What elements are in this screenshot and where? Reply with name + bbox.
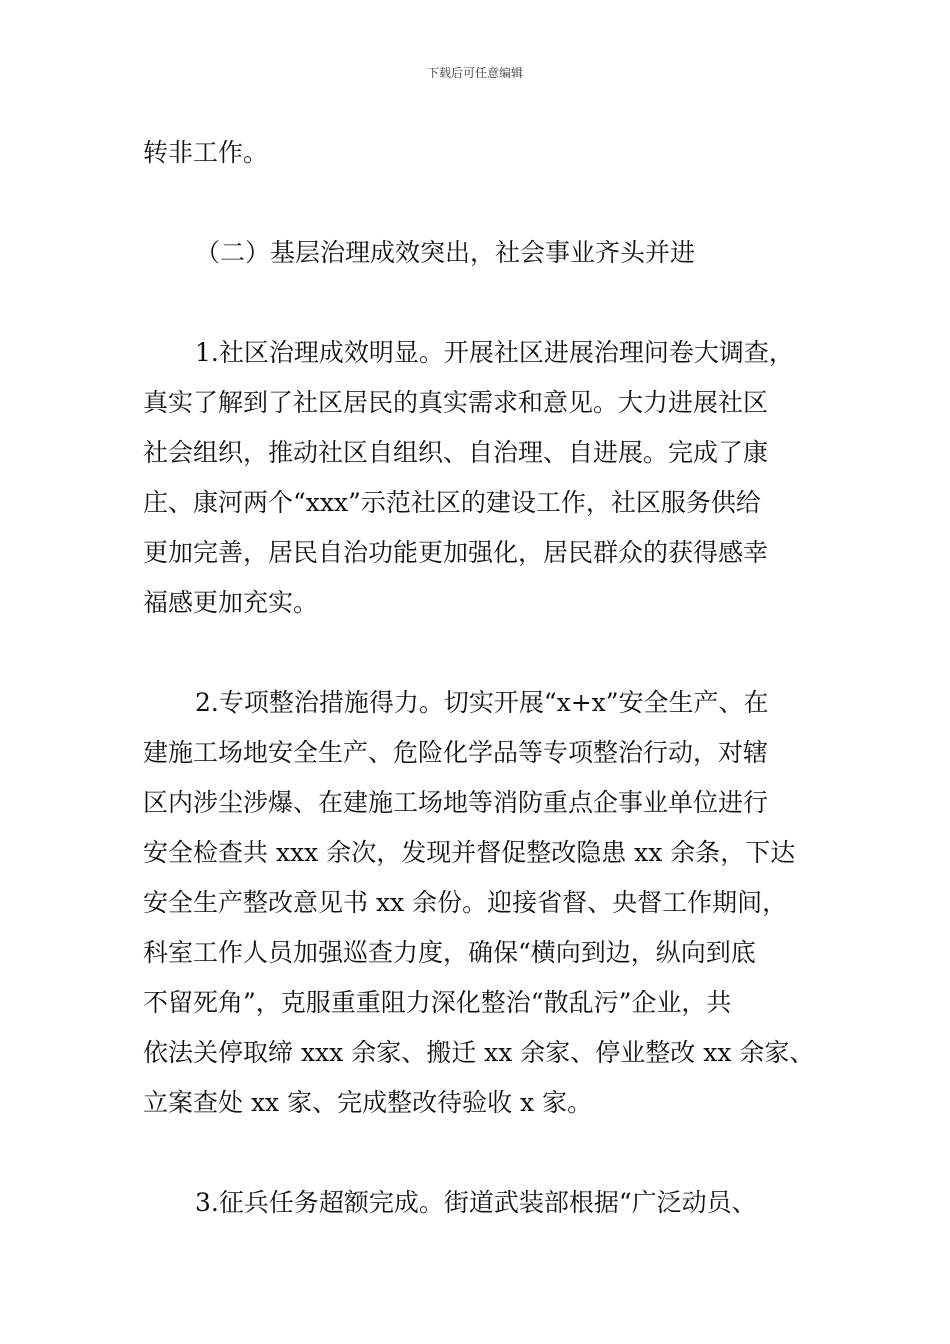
document-body xyxy=(143,128,813,1228)
paragraph-line: 3.征兵任务超额完成。街道武装部根据“广泛动员、 xyxy=(195,1188,757,1217)
section-heading: （二）基层治理成效突出，社会事业齐头并进 xyxy=(195,238,696,267)
paragraph-line: 建施工场地安全生产、危险化学品等专项整治行动，对辖 xyxy=(143,738,769,767)
paragraph-line: 立案查处 xx 家、完成整改待验收 x 家。 xyxy=(143,1088,593,1117)
paragraph-line: 安全生产整改意见书 xx 余份。迎接省督、央督工作期间， xyxy=(143,888,788,917)
paragraph-line: 真实了解到了社区居民的真实需求和意见。大力进展社区 xyxy=(143,388,769,417)
paragraph-line: 依法关停取缔 xxx 余家、搬迁 xx 余家、停业整改 xx 余家、 xyxy=(143,1038,815,1067)
paragraph-line: 社会组织，推动社区自组织、自治理、自进展。完成了康 xyxy=(143,438,769,467)
paragraph-line: 安全检查共 xxx 余次，发现并督促整改隐患 xx 余条，下达 xyxy=(143,838,796,867)
paragraph-line: 不留死角”，克服重重阻力深化整治“散乱污”企业，共 xyxy=(143,988,732,1017)
paragraph-line: 区内涉尘涉爆、在建施工场地等消防重点企事业单位进行 xyxy=(143,788,769,817)
paragraph-line: 庄、康河两个“xxx”示范社区的建设工作，社区服务供给 xyxy=(143,488,761,517)
page-header-note: 下载后可任意编辑 xyxy=(426,66,523,80)
paragraph-line: 1.社区治理成效明显。开展社区进展治理问卷大调查， xyxy=(195,338,794,367)
paragraph-line: 2.专项整治措施得力。切实开展“x+x”安全生产、在 xyxy=(195,688,769,717)
paragraph-line: 科室工作人员加强巡查力度，确保“横向到边，纵向到底 xyxy=(143,938,756,967)
paragraph-line: 更加完善，居民自治功能更加强化，居民群众的获得感幸 xyxy=(143,538,769,567)
paragraph-line: 转非工作。 xyxy=(143,138,269,167)
paragraph-line: 福感更加充实。 xyxy=(143,588,319,617)
